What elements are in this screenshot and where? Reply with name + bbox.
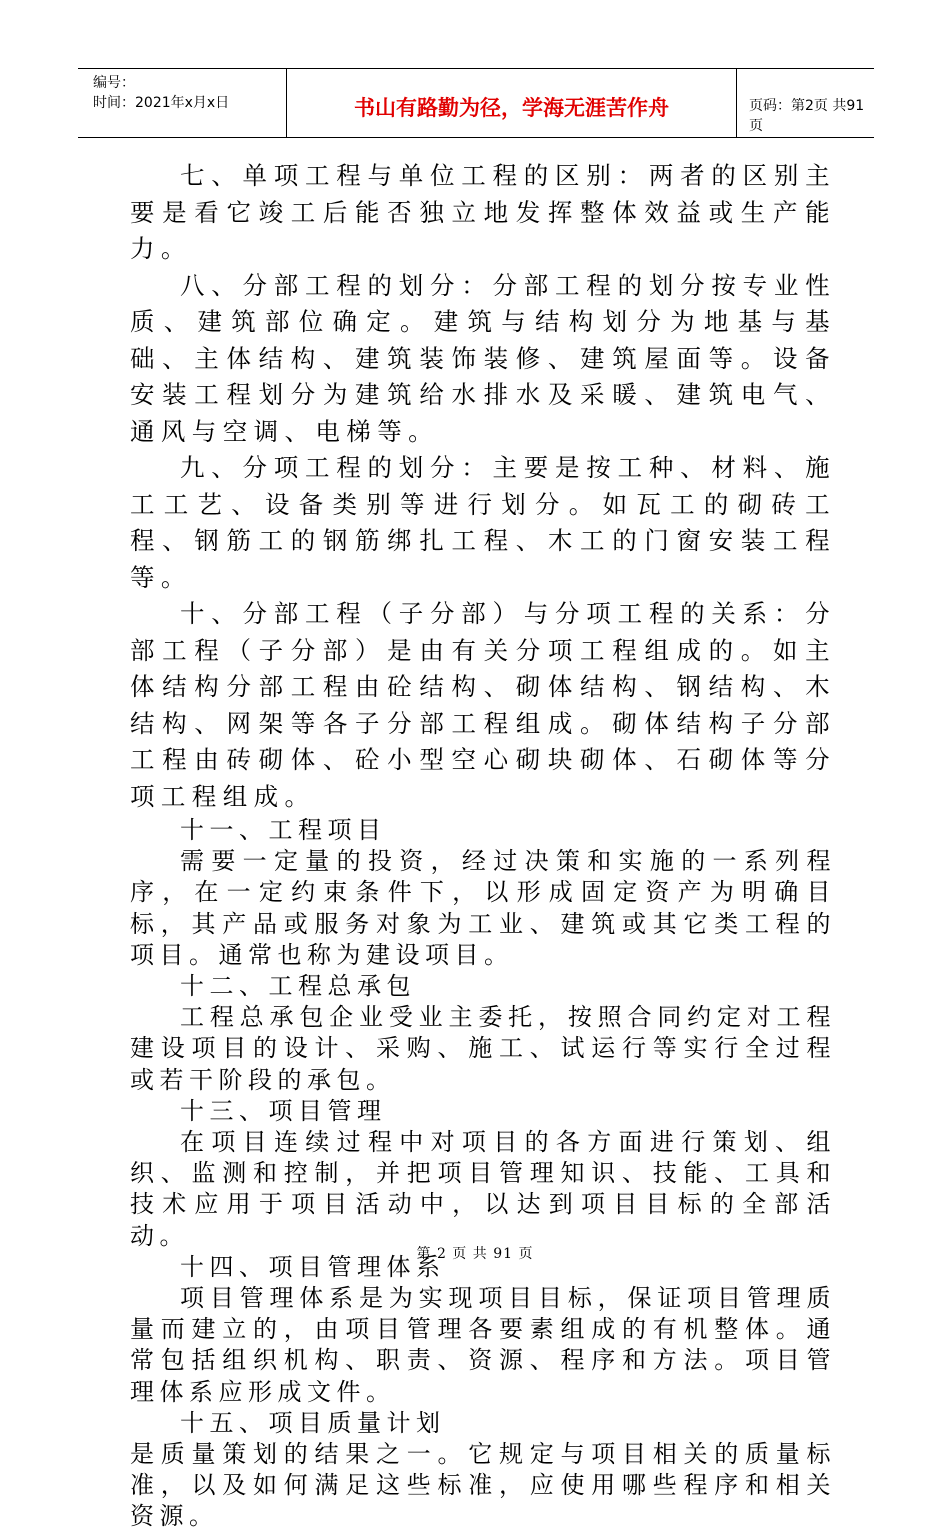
page-footer: 第 2 页 共 91 页 <box>416 1246 534 1262</box>
paragraph-8: 八、分部工程的划分：分部工程的划分按专业性质、建筑部位确定。建筑与结构划分为地基与基础、主体结构、建筑装饰装修、建筑屋面等。设备安装工程划分为建筑给水排水及采暖、建筑电气、通风与空调、电梯等。 <box>130 270 836 446</box>
section-title: 十四、项目管理体系 <box>180 1252 446 1281</box>
section-body: 需要一定量的投资，经过决策和实施的一系列程序，在一定约束条件下，以形成固定资产为明确目标，其产品或服务对象为工业、建筑或其它类工程的项目。通常也称为建设项目。 <box>130 847 836 969</box>
header-motto: 书山有路勤为径，学海无涯苦作舟 <box>354 96 669 120</box>
header-page-cell <box>737 69 874 137</box>
section-body: 工程总承包企业受业主委托，按照合同约定对工程建设项目的设计、采购、施工、试运行等实行全过程或若干阶段的承包。 <box>130 1003 836 1094</box>
section-title: 十二、工程总承包 <box>180 972 416 1001</box>
paragraph-10: 十、分部工程（子分部）与分项工程的关系：分部工程（子分部）是由有关分项工程组成的。如主体结构分部工程由砼结构、砌体结构、钢结构、木结构、网架等各子分部工程组成。砌体结构子分部工程由砖砌体、砼小型空心砌块砌体、石砌体等分项工程组成。 <box>130 599 836 811</box>
section-body: 项目管理体系是为实现项目目标，保证项目管理质量而建立的，由项目管理各要素组成的有机整体。通常包括组织机构、职责、资源、程序和方法。项目管理体系应形成文件。 <box>130 1284 836 1406</box>
section-body: 在项目连续过程中对项目的各方面进行策划、组织、监测和控制，并把项目管理知识、技能、工具和技术应用于项目活动中，以达到项目目标的全部活动。 <box>130 1128 836 1250</box>
document-time-label: 时间：2021年x月x日 <box>93 95 230 111</box>
header-page-info: 页码：第2页 共91页 <box>749 98 865 134</box>
page-header <box>78 68 874 138</box>
paragraph-9: 九、分项工程的划分：主要是按工种、材料、施工工艺、设备类别等进行划分。如瓦工的砌砖工程、钢筋工的钢筋绑扎工程、木工的门窗安装工程等。 <box>130 453 836 592</box>
section-body: 是质量策划的结果之一。它规定与项目相关的质量标准，以及如何满足这些标准，应使用哪些程序和相关资源。 <box>130 1440 836 1531</box>
document-body <box>130 158 836 1533</box>
header-info-cell <box>78 69 287 137</box>
document-code-label: 编号： <box>93 75 135 91</box>
section-title: 十三、项目管理 <box>180 1096 387 1125</box>
paragraph-7: 七、单项工程与单位工程的区别：两者的区别主要是看它竣工后能否独立地发挥整体效益或生产能力。 <box>130 161 836 263</box>
header-motto-cell <box>287 69 737 137</box>
section-title: 十一、工程项目 <box>180 816 387 844</box>
section-title: 十五、项目质量计划 <box>180 1408 446 1437</box>
